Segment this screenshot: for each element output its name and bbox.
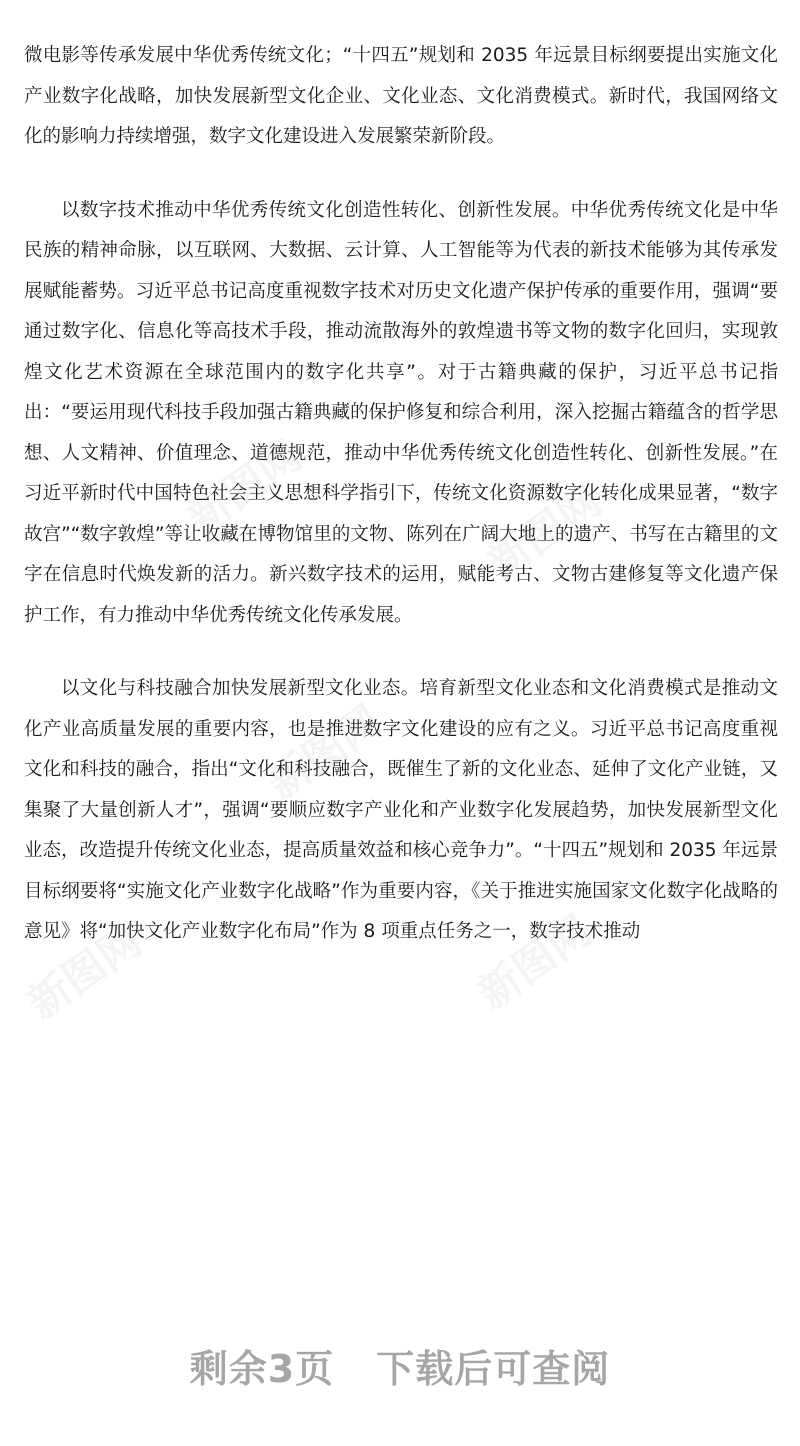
download-prompt[interactable] <box>0 1338 800 1393</box>
remaining-pages-label: 剩余3页 <box>189 1347 335 1391</box>
watermark: 新图网 <box>468 905 601 1019</box>
watermark: 新图网 <box>258 695 391 809</box>
watermark: 新图网 <box>478 475 611 589</box>
download-hint-label: 下载后可查阅 <box>376 1347 611 1391</box>
watermark: 新图网 <box>18 915 151 1029</box>
watermark: 新图网 <box>178 430 311 544</box>
paragraph-2: 以数字技术推动中华优秀传统文化创造性转化、创新性发展。中华优秀传统文化是中华民族的精神命脉，以互联网、大数据、云计算、人工智能等为代表的新技术能够为其传承发展赋能蓄势。习近平总书记高度重视数字技术对历史文化遗产保护传承的重要作用，强调“要通过数字化、信息化等高技术手段，推动流散海外的敦煌遗书等文物的数字化回归，实现敦煌文化艺术资源在全球范围内的数字化共享”。对于古籍典藏的保护，习近平总书记指出：“要运用现代科技手段加强古籍典藏的保护修复和综合利用，深入挖掘古籍蕴含的哲学思想、人文精神、价值理念、道德规范，推动中华优秀传统文化创造性转化、创新性发展。”在习近平新时代中国特色社会主义思想科学指引下，传统文化资源数字化转化成果显著，“数字故宫”“数字敦煌”等让收藏在博物馆里的文物、陈列在广阔大地上的遗产、书写在古籍里的文字在信息时代焕发新的活力。新兴数字技术的运用，赋能考古、文物古建修复等文化遗产保护工作，有力推动中华优秀传统文化传承发展。 <box>24 199 778 626</box>
paragraph-1: 微电影等传承发展中华优秀传统文化；“十四五”规划和 2035 年远景目标纲要提出实施文化产业数字化战略，加快发展新型文化企业、文化业态、文化消费模式。新时代，我国网络文化的影响力持续增强，数字文化建设进入发展繁荣新阶段。 <box>24 45 778 147</box>
paragraph-3: 以文化与科技融合加快发展新型文化业态。培育新型文化业态和文化消费模式是推动文化产业高质量发展的重要内容，也是推进数字文化建设的应有之义。习近平总书记高度重视文化和科技的融合，指出“文化和科技融合，既催生了新的文化业态、延伸了文化产业链，又集聚了大量创新人才”，强调“要顺应数字产业化和产业数字化发展趋势，加快发展新型文化业态，改造提升传统文化业态，提高质量效益和核心竞争力”。“十四五”规划和 2035 年远景目标纲要将“实施文化产业数字化战略”作为重要内容，《关于推进实施国家文化数字化战略的意见》将“加快文化产业数字化布局”作为 8 项重点任务之一，数字技术推动 <box>24 678 778 942</box>
article-body <box>24 36 778 953</box>
